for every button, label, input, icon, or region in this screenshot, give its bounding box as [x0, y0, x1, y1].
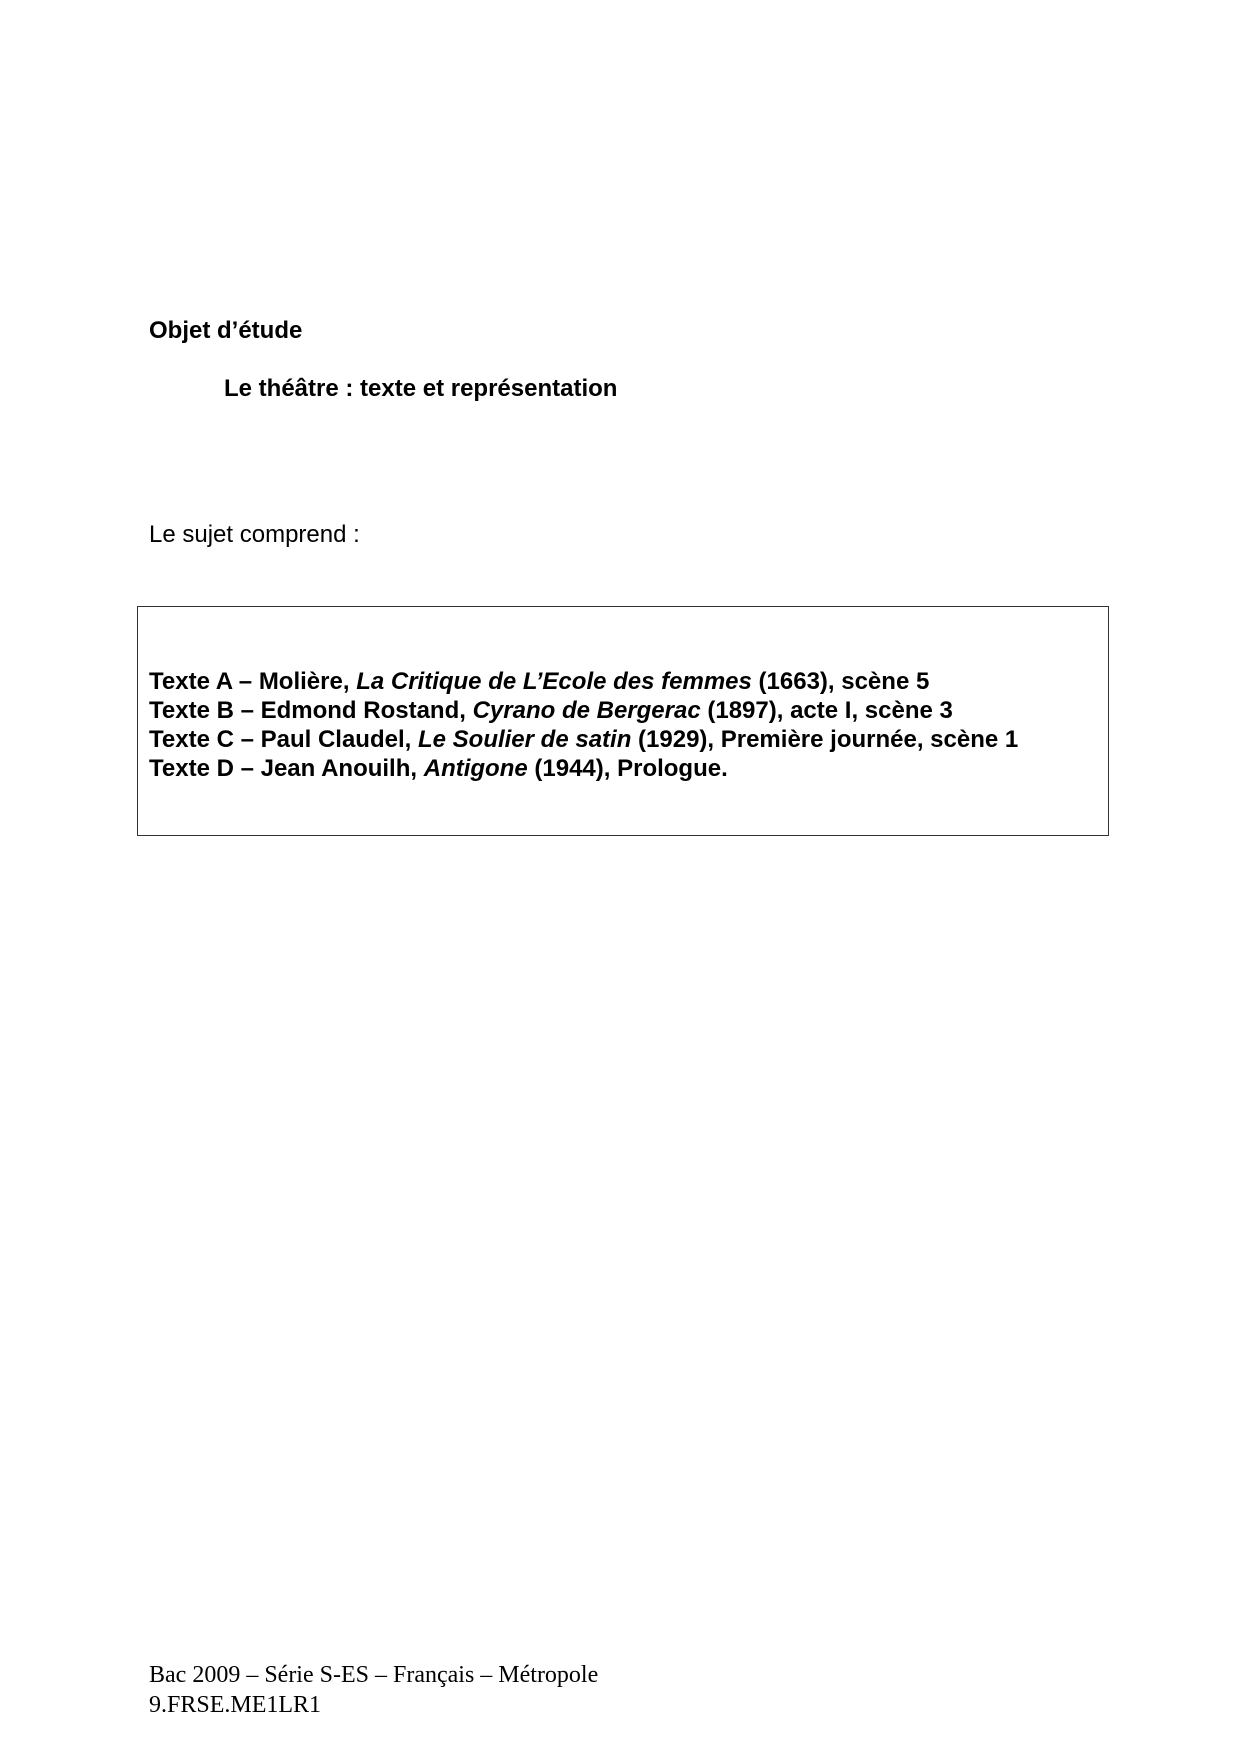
text-item-d	[149, 754, 1018, 783]
texts-list	[149, 667, 1018, 783]
texts-box	[137, 606, 1109, 836]
text-item-prefix: Texte C – Paul Claudel,	[149, 726, 418, 753]
text-item-suffix: (1897), acte I, scène 3	[700, 697, 953, 724]
footer-reference-code: 9.FRSE.ME1LR1	[149, 1692, 322, 1718]
text-item-a	[149, 667, 1018, 696]
text-item-work-title: Le Soulier de satin	[417, 726, 632, 753]
page-footer	[149, 1660, 598, 1720]
text-item-c	[149, 725, 1018, 754]
intro-text: Le sujet comprend :	[149, 521, 360, 548]
text-item-suffix: (1944), Prologue.	[527, 755, 728, 782]
text-item-prefix: Texte D – Jean Anouilh,	[149, 755, 424, 782]
text-item-b	[149, 696, 1018, 725]
text-item-prefix: Texte B – Edmond Rostand,	[149, 697, 473, 724]
text-item-suffix: (1929), Première journée, scène 1	[631, 726, 1019, 753]
text-item-work-title: Cyrano de Bergerac	[472, 697, 701, 724]
text-item-suffix: (1663), scène 5	[751, 668, 930, 695]
text-item-work-title: Antigone	[423, 755, 528, 782]
text-item-prefix: Texte A – Molière,	[149, 668, 357, 695]
text-item-work-title: La Critique de L’Ecole des femmes	[356, 668, 752, 695]
section-subheading: Le théâtre : texte et représentation	[224, 375, 618, 402]
footer-exam-info: Bac 2009 – Série S-ES – Français – Métropole	[149, 1662, 599, 1688]
section-heading: Objet d’étude	[149, 317, 303, 344]
